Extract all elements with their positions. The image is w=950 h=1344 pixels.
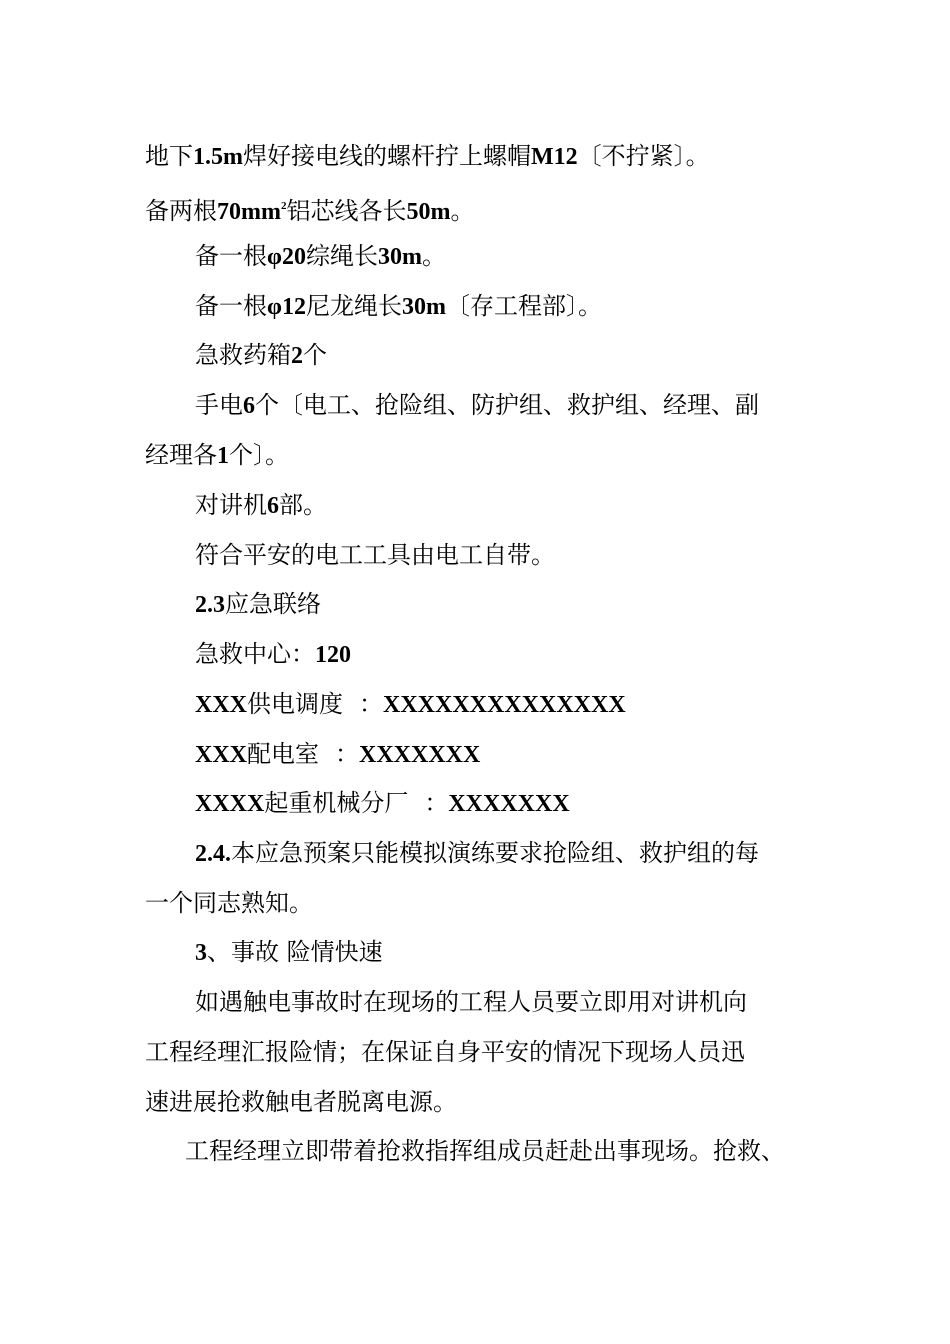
text-run: 6: [243, 393, 255, 419]
text-run: 供电调度: [247, 690, 343, 718]
text-run: XXXXXXXXXXXXXX: [383, 692, 626, 718]
text-line-1: [145, 141, 825, 172]
text-line-13: [195, 739, 875, 770]
text-run: 备两根: [145, 197, 217, 225]
text-run: XXXXXXX: [448, 791, 570, 817]
text-run: XXX: [195, 742, 247, 768]
text-line-7: [145, 440, 825, 471]
text-line-21: [185, 1136, 865, 1166]
text-run: 急救药箱: [195, 341, 291, 369]
text-run: 1.5m: [193, 144, 243, 170]
text-run: 工程经理立即带着抢救指挥组成员赶赴出事现场。抢救、: [185, 1137, 785, 1165]
text-run: XXX: [195, 692, 247, 718]
text-run: 2.3: [195, 592, 225, 618]
text-line-15: [195, 838, 875, 869]
text-run: 2: [291, 343, 303, 369]
text-line-6: [195, 390, 875, 421]
text-run: φ20: [267, 244, 306, 270]
text-run: 。: [421, 242, 446, 270]
text-line-16: [145, 888, 825, 918]
text-run: 1: [217, 443, 229, 469]
text-run: 30m: [401, 294, 446, 320]
text-run: 对讲机: [195, 491, 267, 519]
text-run: 3: [195, 940, 207, 966]
text-line-18: [195, 987, 875, 1017]
text-line-5: [195, 340, 875, 371]
text-run: ：: [335, 740, 359, 768]
text-run: 70mm: [217, 199, 281, 225]
text-run: 部。: [279, 491, 327, 519]
text-line-8: [195, 490, 875, 521]
text-run: 备一根: [195, 292, 267, 320]
text-run: ：: [424, 789, 449, 817]
text-run: 个〕。: [229, 441, 289, 469]
superscript: 2: [280, 200, 287, 212]
text-line-14: [195, 788, 875, 819]
text-run: 经理各: [145, 441, 217, 469]
text-line-20: [145, 1087, 825, 1117]
text-line-12: [195, 689, 875, 720]
text-line-2: [145, 191, 825, 227]
text-run: 50m: [406, 199, 451, 225]
text-run: XXXXXXX: [359, 742, 481, 768]
text-run: XXXX: [195, 791, 265, 817]
text-line-11: [195, 639, 875, 670]
text-line-19: [145, 1037, 825, 1067]
text-run: 、事故 险情快速: [207, 938, 383, 966]
text-run: 工程经理汇报险情；在保证自身平安的情况下现场人员迅: [145, 1038, 745, 1066]
text-line-17: [195, 937, 875, 968]
text-run: 铝芯线各长: [286, 197, 407, 225]
text-run: 个〔电工、抢险组、防护组、救护组、经理、副: [255, 391, 759, 419]
text-run: 焊好接电线的螺杆拧上螺帽: [243, 142, 531, 170]
text-line-3: [195, 241, 875, 272]
text-run: 应急联络: [225, 590, 321, 618]
text-run: M12: [531, 144, 578, 170]
text-run: 尼龙绳长: [305, 292, 402, 320]
text-run: 地下: [145, 142, 193, 170]
text-run: φ12: [267, 294, 306, 320]
text-line-4: [195, 291, 875, 322]
text-run: 〔存工程部〕。: [445, 292, 602, 320]
text-run: 急救中心：: [195, 640, 315, 668]
text-run: ：: [359, 690, 383, 718]
text-line-10: [195, 589, 875, 620]
text-run: 备一根: [195, 242, 267, 270]
text-line-9: [195, 540, 875, 570]
text-run: 综绳长: [305, 242, 378, 270]
text-run: 配电室: [247, 740, 319, 768]
text-run: 〔不拧紧〕。: [577, 142, 710, 170]
text-run: 120: [315, 642, 351, 668]
text-run: 本应急预案只能模拟演练要求抢险组、救护组的每: [231, 839, 759, 867]
text-run: 如遇触电事故时在现场的工程人员要立即用对讲机向: [195, 988, 747, 1016]
text-run: 30m: [377, 244, 422, 270]
text-run: 符合平安的电工工具由电工自带。: [195, 541, 555, 569]
text-run: 2.4.: [195, 841, 231, 867]
text-run: 起重机械分厂: [264, 789, 409, 817]
text-run: 6: [267, 493, 279, 519]
text-run: 手电: [195, 391, 243, 419]
text-run: 个: [303, 341, 327, 369]
text-run: 。: [450, 197, 475, 225]
text-run: 一个同志熟知。: [145, 889, 313, 917]
text-run: 速进展抢救触电者脱离电源。: [145, 1088, 457, 1116]
